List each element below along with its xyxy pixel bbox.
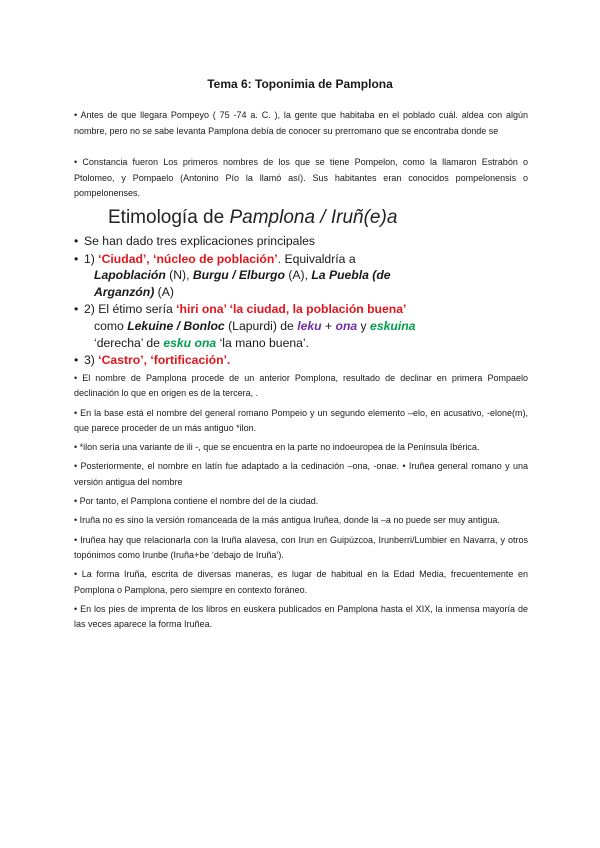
list-item: • *ilon sería una variante de ili -, que se encuentra en la parte no indoeuropea de la Península Ibérica. [74, 442, 480, 453]
list-item: • Por tanto, el Pamplona contiene el nombre del de la ciudad. [74, 496, 319, 507]
item1-text-1: (N), [165, 268, 193, 283]
list-item: • El nombre de Pamplona procede de un anterior Pomplona, resultado de declinar en primera Pompaelo declinación lo que en origen es de la tercera, . [74, 373, 528, 399]
item2-esku-ona: esku ona [163, 335, 217, 350]
intro-paragraph-1: • Antes de que llegara Pompeyo ( 75 -74 a. C. ), la gente que habitaba en el poblado cuál. aldea con algún nombre, pero no se sabe levanta Pamplona debía de conocer su prerromano que se encontraba donde se [74, 110, 528, 136]
bullet-list [74, 371, 528, 636]
item1-number: 1) [84, 251, 99, 266]
item2-derecha: ‘derecha’ de [94, 335, 164, 350]
slide-title [108, 205, 534, 231]
item1-text-3: (A) [154, 284, 174, 299]
slide-intro-line [74, 233, 534, 250]
item3-number: 3) [84, 353, 99, 368]
item2-ona: ona [335, 318, 358, 333]
slide-item-3 [74, 352, 534, 369]
item2-mano: ‘la mano buena’. [216, 335, 310, 350]
list-item: • Iruñea hay que relacionarla con la Iruña alavesa, con Irun en Guipúzcoa, Irunberri/Lumbier en Navarra, y otros topónimos como Irunbe (Iruña+be ‘debajo de Iruña’). [74, 534, 528, 560]
bullet-dot: • [74, 234, 79, 248]
list-item: • En la base está el nombre del general romano Pompeio y un segundo elemento –elo, en acusativo, -elone(m), que parece proceder de un más antiguo *ilon. [74, 407, 528, 433]
slide-title-plain: Etimología de [108, 207, 230, 228]
item2-leku: leku [297, 318, 322, 333]
slide-title-italic: Pamplona / Iruñ(e)a [229, 207, 398, 228]
item2-term-1: Lekuine / Bonloc [127, 318, 225, 333]
bullet-dot: • [74, 251, 79, 266]
item1-term-1: Lapoblación [94, 268, 166, 283]
item1-text-2: (A), [284, 268, 312, 283]
item1-highlight: ‘Ciudad’, ‘núcleo de población’ [98, 251, 278, 266]
list-item: • La forma Iruña, escrita de diversas maneras, es lugar de habitual en la Edad Media, frecuentemente en Pomplona o Pamplona, pero siempre en contexto foráneo. [74, 569, 528, 595]
item3-dot: . [226, 353, 231, 368]
item2-y: y [357, 318, 371, 333]
item1-line2 [84, 267, 534, 284]
slide-intro-text: Se han dado tres explicaciones principales [84, 234, 316, 248]
list-item: • En los pies de imprenta de los libros en euskera publicados en Pamplona hasta el XIX, la inmensa mayoría de las veces aparece la forma Iruñea. [74, 603, 528, 630]
item2-plus: + [321, 318, 336, 333]
page-title: Tema 6: Toponimia de Pamplona [207, 77, 393, 91]
item1-term-2: Burgu / Elburgo [192, 268, 285, 283]
embedded-slide [74, 205, 534, 369]
item2-line2 [84, 318, 534, 335]
item1-line3 [84, 284, 534, 301]
slide-item-1 [74, 251, 534, 301]
bullet-dot: • [74, 353, 79, 368]
item2-text-1: (Lapurdi) de [224, 318, 298, 333]
item1-term-4: Arganzón) [94, 284, 155, 299]
slide-item-2 [74, 301, 534, 351]
list-item: • Posteriormente, el nombre en latín fue adaptado a la cedinación –ona, -onae. • Iruñea general romano y una versión antigua del nombre [74, 461, 528, 487]
item1-term-3: La Puebla (de [311, 268, 391, 283]
item3-highlight: ‘Castro’, ‘fortificación’ [98, 353, 227, 368]
item2-eskuina: eskuina [370, 318, 416, 333]
item2-number: 2) El étimo sería [84, 302, 177, 317]
bullet-dot: • [74, 302, 79, 317]
item2-line3 [84, 335, 534, 352]
item2-como: como [94, 318, 128, 333]
item2-highlight: ‘hiri ona’ ‘la ciudad, la población buena’ [176, 302, 407, 317]
item1-rest: . Equivaldría a [277, 251, 356, 266]
intro-paragraph-2: • Constancia fueron Los primeros nombres de los que se tiene Pompelon, como la llamaron Estrabón o Ptolomeo, y Pompaelo (Antonino Pío la llamó así). Sus habitantes eran conocidos pompelonensis o pompelonenses. [74, 157, 528, 198]
list-item: • Iruña no es sino la versión romanceada de la más antigua Iruñea, donde la –a no puede ser muy antigua. [74, 515, 500, 526]
